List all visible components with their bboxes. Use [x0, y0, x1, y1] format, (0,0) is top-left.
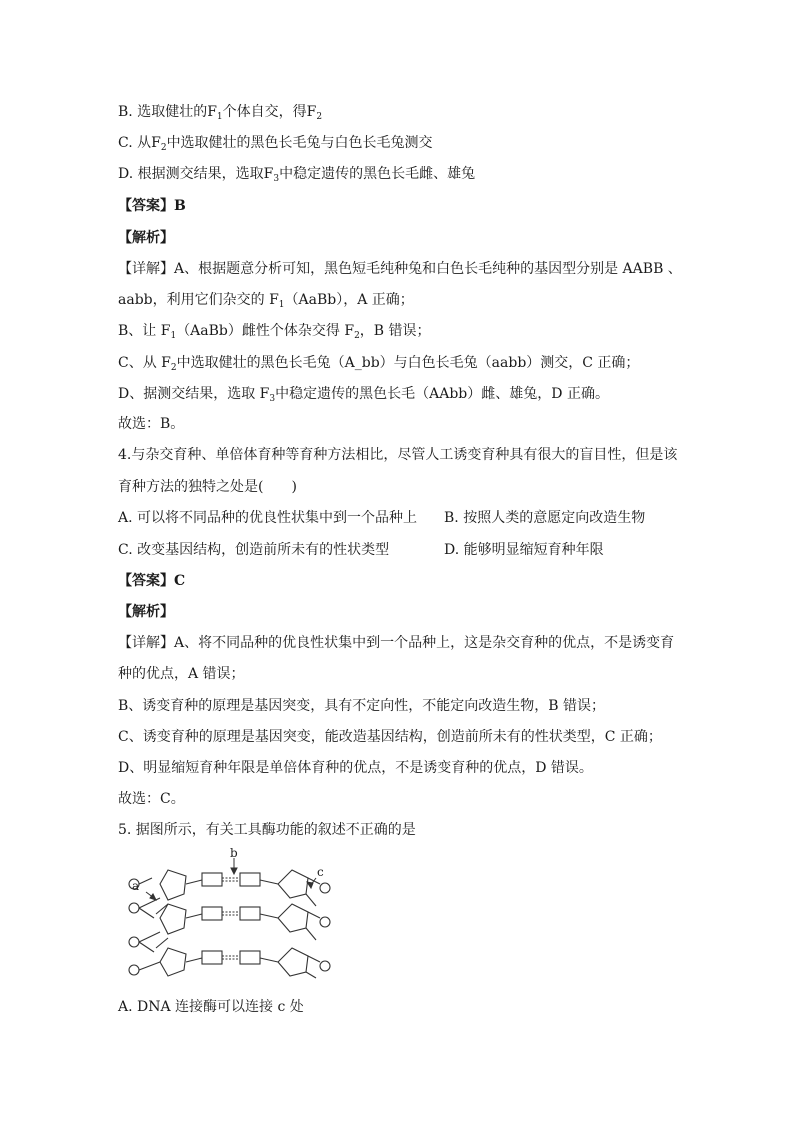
right-backbone	[306, 878, 330, 978]
q3-conclusion: 故选：B。	[118, 416, 185, 432]
right-base-2	[240, 907, 260, 920]
q3-detail-b: B、让 $F_1(AaBb)$雌性个体杂交得 $F_2$，B 错误；	[118, 323, 431, 341]
q4-stem-line2: 育种方法的独特之处是( )	[118, 479, 297, 495]
q4-option-d: D. 能够明显缩短育种年限	[444, 542, 604, 558]
q3-detail-c: C、从 $F_2$中选取健壮的黑色长毛兔（A_bb）与白色长毛兔（aabb）测交，C 正确；	[118, 355, 640, 373]
q3-detail-d: D、据测交结果，选取 $F_3$中稳定遗传的黑色长毛（AAbb）雌、雄兔，D 正确。	[118, 386, 609, 404]
right-sugar-3	[278, 948, 308, 976]
q3-analysis-heading: 【解析】	[118, 230, 174, 246]
q4-option-a: A. 可以将不同品种的优良性状集中到一个品种上	[118, 510, 418, 526]
q4-detail-a-cont: 种的优点，A 错误；	[118, 666, 245, 682]
dna-structure-figure	[120, 848, 380, 984]
left-sugar-3	[160, 948, 186, 976]
q4-stem-line1: 4.与杂交育种、单倍体育种等育种方法相比，尽管人工诱变育种具有很大的盲目性，但是该	[118, 447, 678, 463]
q4-option-c: C. 改变基因结构，创造前所未有的性状类型	[118, 542, 390, 558]
q5-option-a: A. DNA 连接酶可以连接 c 处	[118, 999, 304, 1015]
q3-option-b: B. 选取健壮的$F_1$个体自交，得$F_2$	[118, 104, 323, 122]
label-a: a	[132, 879, 140, 893]
right-sugar-2	[278, 904, 308, 932]
q3-answer: 【答案】B	[118, 198, 186, 214]
left-base-3	[202, 951, 222, 964]
q4-detail-c: C、诱变育种的原理是基因突变，能改造基因结构，创造前所未有的性状类型，C 正确；	[118, 729, 662, 745]
q4-detail-b: B、诱变育种的原理是基因突变，具有不定向性，不能定向改造生物，B 错误；	[118, 698, 606, 714]
q4-answer: 【答案】C	[118, 573, 186, 589]
q4-detail-a: 【详解】A、将不同品种的优良性状集中到一个品种上，这是杂交育种的优点，不是诱变育	[118, 635, 675, 651]
left-base-2	[202, 907, 222, 920]
q4-conclusion: 故选：C。	[118, 791, 185, 807]
q4-detail-d: D、明显缩短育种年限是单倍体育种的优点，不是诱变育种的优点，D 错误。	[118, 760, 593, 776]
q3-detail-a-cont: aabb，利用它们杂交的 $F_1(AaBb)$，A 正确；	[118, 292, 414, 310]
q3-detail-a: 【详解】A、根据题意分析可知，黑色短毛纯种兔和白色长毛纯种的基因型分别是 AABB 、	[118, 261, 682, 277]
left-sugar-1	[160, 870, 186, 900]
q5-stem: 5. 据图所示，有关工具酶功能的叙述不正确的是	[118, 822, 416, 838]
q3-option-d: D. 根据测交结果，选取$F_3$中稳定遗传的黑色长毛雌、雄兔	[118, 166, 476, 184]
right-base-1	[240, 873, 260, 886]
label-c: c	[317, 865, 324, 879]
q3-option-c: C. 从$F_2$中选取健壮的黑色长毛兔与白色长毛兔测交	[118, 135, 433, 153]
label-b: b	[230, 848, 238, 860]
q4-analysis-heading: 【解析】	[118, 604, 174, 620]
q4-option-b: B. 按照人类的意愿定向改造生物	[444, 510, 646, 526]
right-sugar-1	[278, 870, 308, 898]
right-base-3	[240, 951, 260, 964]
left-sugar-2	[160, 904, 186, 934]
left-base-1	[202, 873, 222, 886]
